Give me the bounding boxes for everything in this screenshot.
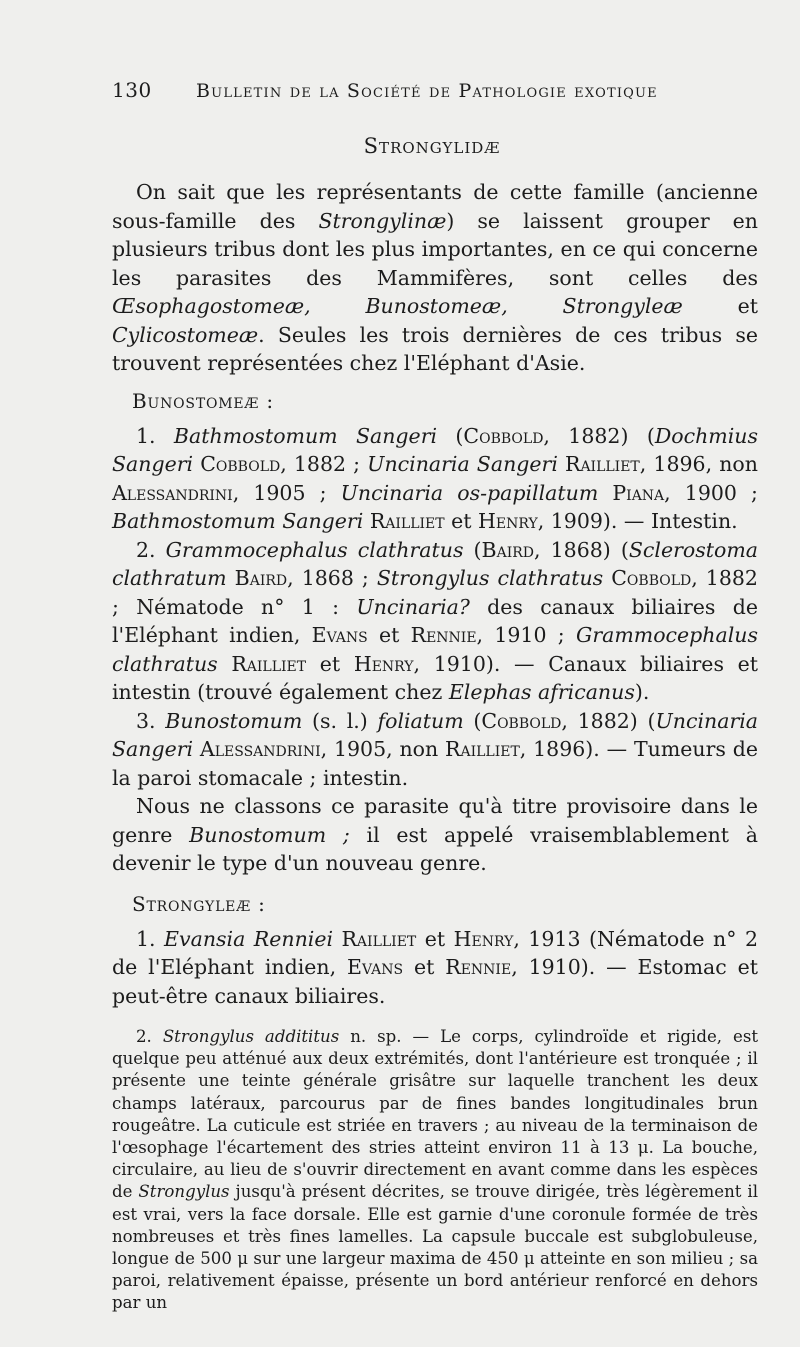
page-header bbox=[112, 78, 758, 102]
species-entry: 3. Bunostomum (s. l.) foliatum (Cobbold, 1882) (Uncinaria Sangeri Alessandrini, 1905, non Railliet, 1896). — Tumeurs de la paroi stomacale ; intestin. bbox=[112, 708, 759, 790]
species-entry: 2. Grammocephalus clathratus (Baird, 1868) (Sclerostoma clathratum Baird, 1868 ; Strongylus clathratus Cobbold, 1882 ; Nématode n° 1 : Uncinaria? des canaux biliaires de l'Eléphant indien, Evans et Rennie, 1910 ; Grammocephalus clathratus Railliet et Henry, 1910). — Canaux biliaires et intestin (trouvé également chez Elephas africanus). bbox=[112, 537, 758, 704]
running-head: Bulletin de la Société de Pathologie exotique bbox=[196, 80, 658, 102]
species-description: 2. Strongylus addititus n. sp. — Le corps, cylindroïde et rigide, est quelque peu atténué aux deux extrémités, dont l'antérieure est tronquée ; il présente une teinte générale grisâtre sur laquelle tranchent les deux champs latéraux, parcourus par de fines bandes longitudinales brun rougeâtre. La cuticule est striée en travers ; au niveau de la terminaison de l'œsophage l'écartement des stries atteint environ 11 à 13 μ. La bouche, circulaire, au lieu de s'ouvrir directement en avant comme dans les espèces de Strongylus jusqu'à présent décrites, se trouve dirigée, très légèrement il est vrai, vers la face dorsale. Elle est garnie d'une coronule formée de très nombreuses et très fines lamelles. La capsule buccale est subglobuleuse, longue de 500 μ sur une largeur maxima de 450 μ atteinte en son milieu ; sa paroi, relativement épaisse, présente un bord antérieur renforcé en dehors par un bbox=[112, 1027, 759, 1313]
intro-paragraph: On sait que les représentants de cette famille (ancienne sous-famille des Strongylinæ) se laissent grouper en plusieurs tribus dont les plus importantes, en ce qui concerne les parasites des Mammifères, sont celles des Œsophagostomeæ, Bunostomeæ, Strongyleæ et Cylicostomeæ. Seules les trois dernières de ces tribus se trouvent représentées chez l'Eléphant d'Asie. bbox=[112, 180, 759, 375]
subheading-bunostomeae: Bunostomeæ : bbox=[132, 388, 274, 413]
species-entry: 1. Bathmostomum Sangeri (Cobbold, 1882) (Dochmius Sangeri Cobbold, 1882 ; Uncinaria Sangeri Railliet, 1896, non Alessandrini, 1905 ; Uncinaria os-papillatum Piana, 1900 ; Bathmostomum Sangeri Railliet et Henry, 1909). — Intestin. bbox=[112, 423, 759, 533]
subheading-strongyleae: Strongyleæ : bbox=[132, 891, 266, 916]
section-title: Strongylidæ bbox=[363, 134, 501, 158]
page-number: 130 bbox=[112, 78, 152, 102]
species-entry: 1. Evansia Renniei Railliet et Henry, 1913 (Nématode n° 2 de l'Eléphant indien, Evans et Rennie, 1910). — Estomac et peut-être canaux biliaires. bbox=[112, 926, 759, 1008]
note-paragraph: Nous ne classons ce parasite qu'à titre provisoire dans le genre Bunostomum ; il est appelé vraisemblablement à devenir le type d'un nouveau genre. bbox=[112, 794, 759, 875]
